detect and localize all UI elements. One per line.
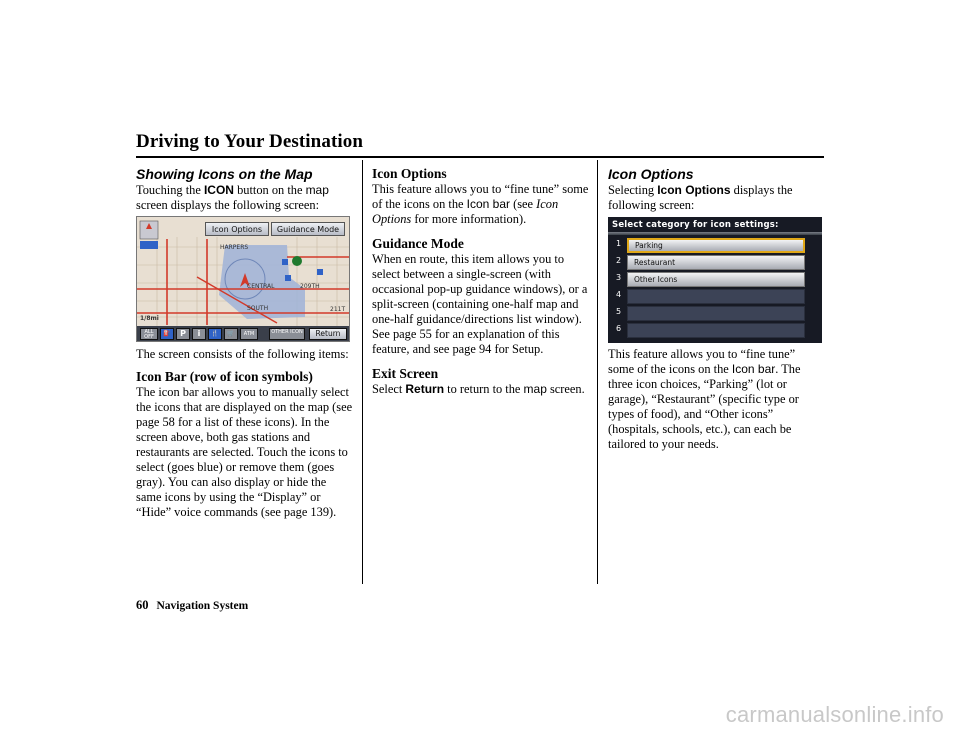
map-label-central: CENTRAL	[247, 283, 275, 290]
ui-term-map: map	[305, 183, 329, 197]
column-divider-1	[362, 160, 363, 584]
column-2	[372, 166, 592, 397]
option-row[interactable]	[612, 238, 818, 253]
option-restaurant-button[interactable]: Restaurant	[627, 255, 805, 270]
title-rule	[136, 156, 824, 158]
parking-icon[interactable]: P	[176, 328, 190, 340]
option-row	[612, 289, 818, 304]
atm-icon[interactable]: ATM	[240, 328, 258, 340]
paragraph-selecting: Selecting Icon Options displays the following screen:	[608, 183, 793, 212]
option-empty-slot	[627, 289, 805, 304]
section-heading-icon-options: Icon Options	[608, 166, 694, 182]
option-number: 2	[616, 256, 622, 265]
paragraph-exit-screen: Select Return to return to the map screen.	[372, 382, 585, 396]
subheading-icon-options: Icon Options	[372, 166, 447, 181]
footer-text: Navigation System	[156, 600, 249, 612]
watermark: carmanualsonline.info	[725, 702, 944, 727]
restaurant-icon[interactable]: 🍴	[208, 328, 222, 340]
icon-options-button[interactable]: Icon Options	[205, 222, 269, 236]
option-row[interactable]	[612, 272, 818, 287]
other-icon-button[interactable]: OTHER ICON	[269, 328, 305, 340]
paragraph-items: The screen consists of the following items:	[136, 347, 349, 361]
map-label-209th: 209TH	[300, 283, 320, 290]
paragraph-fine-tune: This feature allows you to “fine tune” some of the icons on the Icon bar. The three icon choices, “Parking” (lot or garage), “Restaurant” (specific type or types of food), and “Other icons” (hospitals, schools, etc.), can each be tailored to your needs.	[608, 347, 801, 451]
option-empty-slot	[627, 323, 805, 338]
option-empty-slot	[627, 306, 805, 321]
paragraph-icon-bar: The icon bar allows you to manually select the icons that are displayed on the map (see page 58 for a list of these icons). In the screen above, both gas stations and restaurants are selected. Touch the icons to select (goes blue) or remove them (goes gray). You can also display or hide the same icons by using the “Display” or “Hide” voice commands (see page 139).	[136, 385, 353, 519]
icon-bar	[137, 326, 349, 342]
map-label-211: 211T	[330, 306, 346, 313]
ui-term-icon-bar: Icon bar	[731, 362, 776, 376]
column-divider-2	[597, 160, 598, 584]
guidance-mode-button[interactable]: Guidance Mode	[271, 222, 345, 236]
option-number: 4	[616, 290, 622, 299]
all-off-button[interactable]: ALL OFF	[140, 328, 158, 340]
shopping-cart-icon[interactable]: 🛒	[224, 328, 238, 340]
paragraph-guidance-mode: When en route, this item allows you to select between a single-screen (with occasional pop-up guidance windows), or a split-screen (containing one-half map and one-half guidance/directions list window). See page 55 for an explanation of this feature, and see page 94 for Setup.	[372, 252, 588, 356]
map-label-south: SOUTH	[247, 305, 269, 312]
paragraph-icon-options: This feature allows you to “fine tune” some of the icons on the Icon bar (see Icon Options for more information).	[372, 182, 589, 226]
options-title-rule	[608, 232, 822, 235]
section-heading-showing-icons: Showing Icons on the Map	[136, 166, 313, 182]
ui-term-return: Return	[405, 382, 445, 396]
return-button[interactable]: Return	[309, 328, 347, 340]
ui-term-icon-bar: Icon bar	[466, 197, 510, 211]
cross-ref-icon-options: Icon Options	[372, 197, 559, 226]
option-number: 6	[616, 324, 622, 333]
option-row[interactable]	[612, 255, 818, 270]
option-other-icons-button[interactable]: Other Icons	[627, 272, 805, 287]
gas-station-icon[interactable]: ⛽	[160, 328, 174, 340]
option-row	[612, 306, 818, 321]
option-number: 3	[616, 273, 622, 282]
ui-term-icon-options: Icon Options	[657, 183, 731, 197]
page-title: Driving to Your Destination	[136, 131, 364, 152]
option-row	[612, 323, 818, 338]
subheading-guidance-mode: Guidance Mode	[372, 236, 464, 251]
page-footer	[136, 598, 248, 613]
subheading-exit-screen: Exit Screen	[372, 366, 439, 381]
map-label-harpers: HARPERS	[220, 244, 249, 251]
ui-term-icon: ICON	[203, 183, 234, 197]
info-icon[interactable]: i	[192, 328, 206, 340]
page-number: 60	[136, 598, 149, 612]
option-parking-button[interactable]: Parking	[627, 238, 805, 253]
paragraph-intro: Touching the ICON button on the map screen displays the following screen:	[136, 183, 329, 212]
map-scale: 1/8mi	[140, 315, 159, 322]
map-screen-figure	[136, 216, 350, 342]
option-number: 1	[616, 239, 622, 248]
icon-options-screen-figure	[608, 217, 822, 343]
ui-term-map: map	[523, 382, 547, 396]
options-screen-title: Select category for icon settings:	[612, 220, 779, 230]
subheading-icon-bar: Icon Bar (row of icon symbols)	[136, 369, 313, 384]
option-number: 5	[616, 307, 622, 316]
